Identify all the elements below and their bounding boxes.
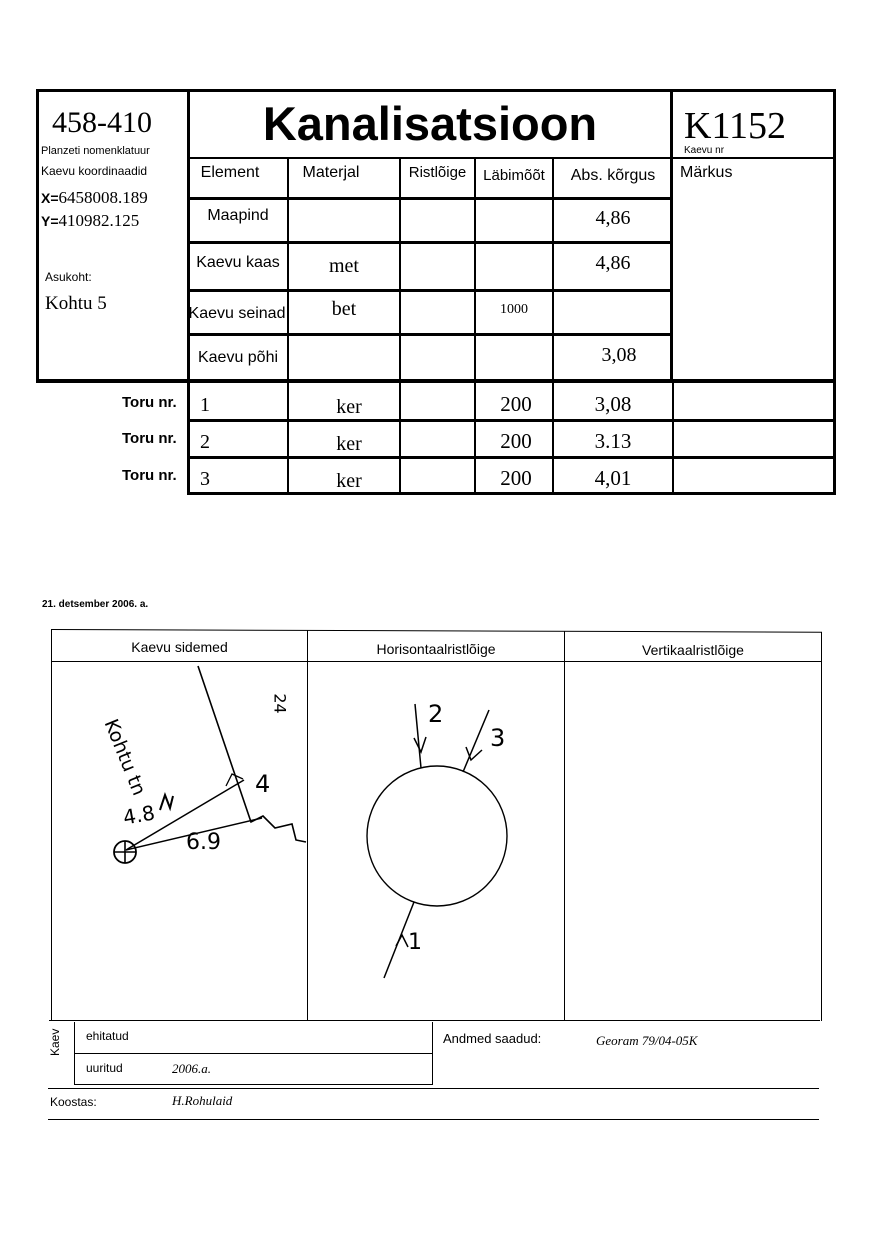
data-source-value: Georam 79/04-05K [596, 1033, 698, 1048]
pipe-material: ker [336, 433, 362, 455]
coordinates-label: Kaevu koordinaadid [41, 164, 148, 178]
well-number-label: Kaevu nr [684, 145, 725, 156]
pipe-abs-height: 3.13 [594, 429, 632, 453]
pipe-number: 3 [200, 468, 210, 490]
row-diameter: 1000 [500, 302, 528, 317]
pipe-diameter: 200 [500, 392, 532, 416]
pipe-material: ker [336, 396, 362, 418]
manhole-circle [367, 766, 507, 906]
location-value: Kohtu 5 [45, 293, 107, 314]
y-coordinate-value: 410982.125 [58, 211, 140, 230]
document-date: 21. detsember 2006. a. [42, 599, 149, 610]
nomenclature-value: 458-410 [52, 106, 152, 139]
column-header-abs-height: Abs. kõrgus [570, 167, 656, 184]
sketch-distance-24: 24 [270, 693, 290, 714]
well-side-label: Kaev [48, 1028, 62, 1056]
column-header-diameter: Läbimõõt [483, 167, 545, 184]
data-source-label: Andmed saadud: [443, 1031, 542, 1046]
pipe-2-line [415, 704, 421, 768]
surveyed-value: 2006.a. [172, 1061, 211, 1076]
compiled-by-value: H.Rohulaid [172, 1093, 233, 1108]
location-label: Asukoht: [45, 270, 92, 284]
well-number-value: K1152 [684, 105, 787, 147]
pipe-label-1: 1 [408, 930, 422, 955]
x-coordinate-label: X= [41, 190, 59, 206]
row-element: Kaevu kaas [196, 254, 280, 271]
row-abs-height: 4,86 [595, 207, 631, 229]
pipe-label: Toru nr. [122, 430, 177, 447]
row-element: Maapind [207, 207, 269, 224]
panel-title-vertical-section: Vertikaalristlõige [642, 642, 744, 658]
panel-title-connections: Kaevu sidemed [131, 639, 228, 655]
sketch-distance-4: 4 [255, 770, 271, 798]
row-element: Kaevu põhi [197, 349, 279, 366]
pipe-material: ker [336, 470, 362, 492]
panel-title-horizontal-section: Horisontaalristlõige [376, 641, 496, 657]
row-element: Kaevu seinad [188, 305, 286, 322]
pipe-abs-height: 4,01 [594, 466, 632, 490]
row-abs-height: 4,86 [595, 252, 631, 274]
pipe-label: Toru nr. [122, 394, 177, 411]
surveyed-label: uuritud [86, 1061, 123, 1075]
page-title: Kanalisatsioon [262, 97, 598, 150]
pipe-number: 2 [200, 431, 210, 453]
pipe-3-line [463, 710, 489, 772]
pipe-diameter: 200 [500, 429, 532, 453]
y-coordinate-label: Y= [41, 213, 59, 229]
pipe-label-3: 3 [490, 724, 506, 752]
pipe-number: 1 [200, 394, 210, 416]
column-header-remarks: Märkus [680, 164, 733, 181]
column-header-material: Materjal [302, 164, 360, 181]
pipe-abs-height: 3,08 [594, 392, 632, 416]
sketch-distance-48: 4.8 [121, 800, 157, 830]
column-header-cross-section: Ristlõige [408, 164, 467, 181]
compiled-by-label: Koostas: [50, 1095, 97, 1109]
row-abs-height: 3,08 [601, 344, 637, 366]
pipe-diameter: 200 [500, 466, 532, 490]
nomenclature-label: Planzeti nomenklatuur [41, 145, 150, 157]
sketch-street-label: Kohtu tn [99, 716, 151, 799]
x-coordinate-value: 6458008.189 [58, 188, 148, 207]
sketch-distance-69: 6.9 [186, 830, 221, 855]
pipe-label: Toru nr. [122, 467, 177, 484]
row-material: met [329, 255, 359, 277]
row-material: bet [331, 298, 357, 320]
pipe-label-2: 2 [428, 700, 444, 728]
built-label: ehitatud [86, 1029, 129, 1043]
column-header-element: Element [200, 164, 260, 181]
